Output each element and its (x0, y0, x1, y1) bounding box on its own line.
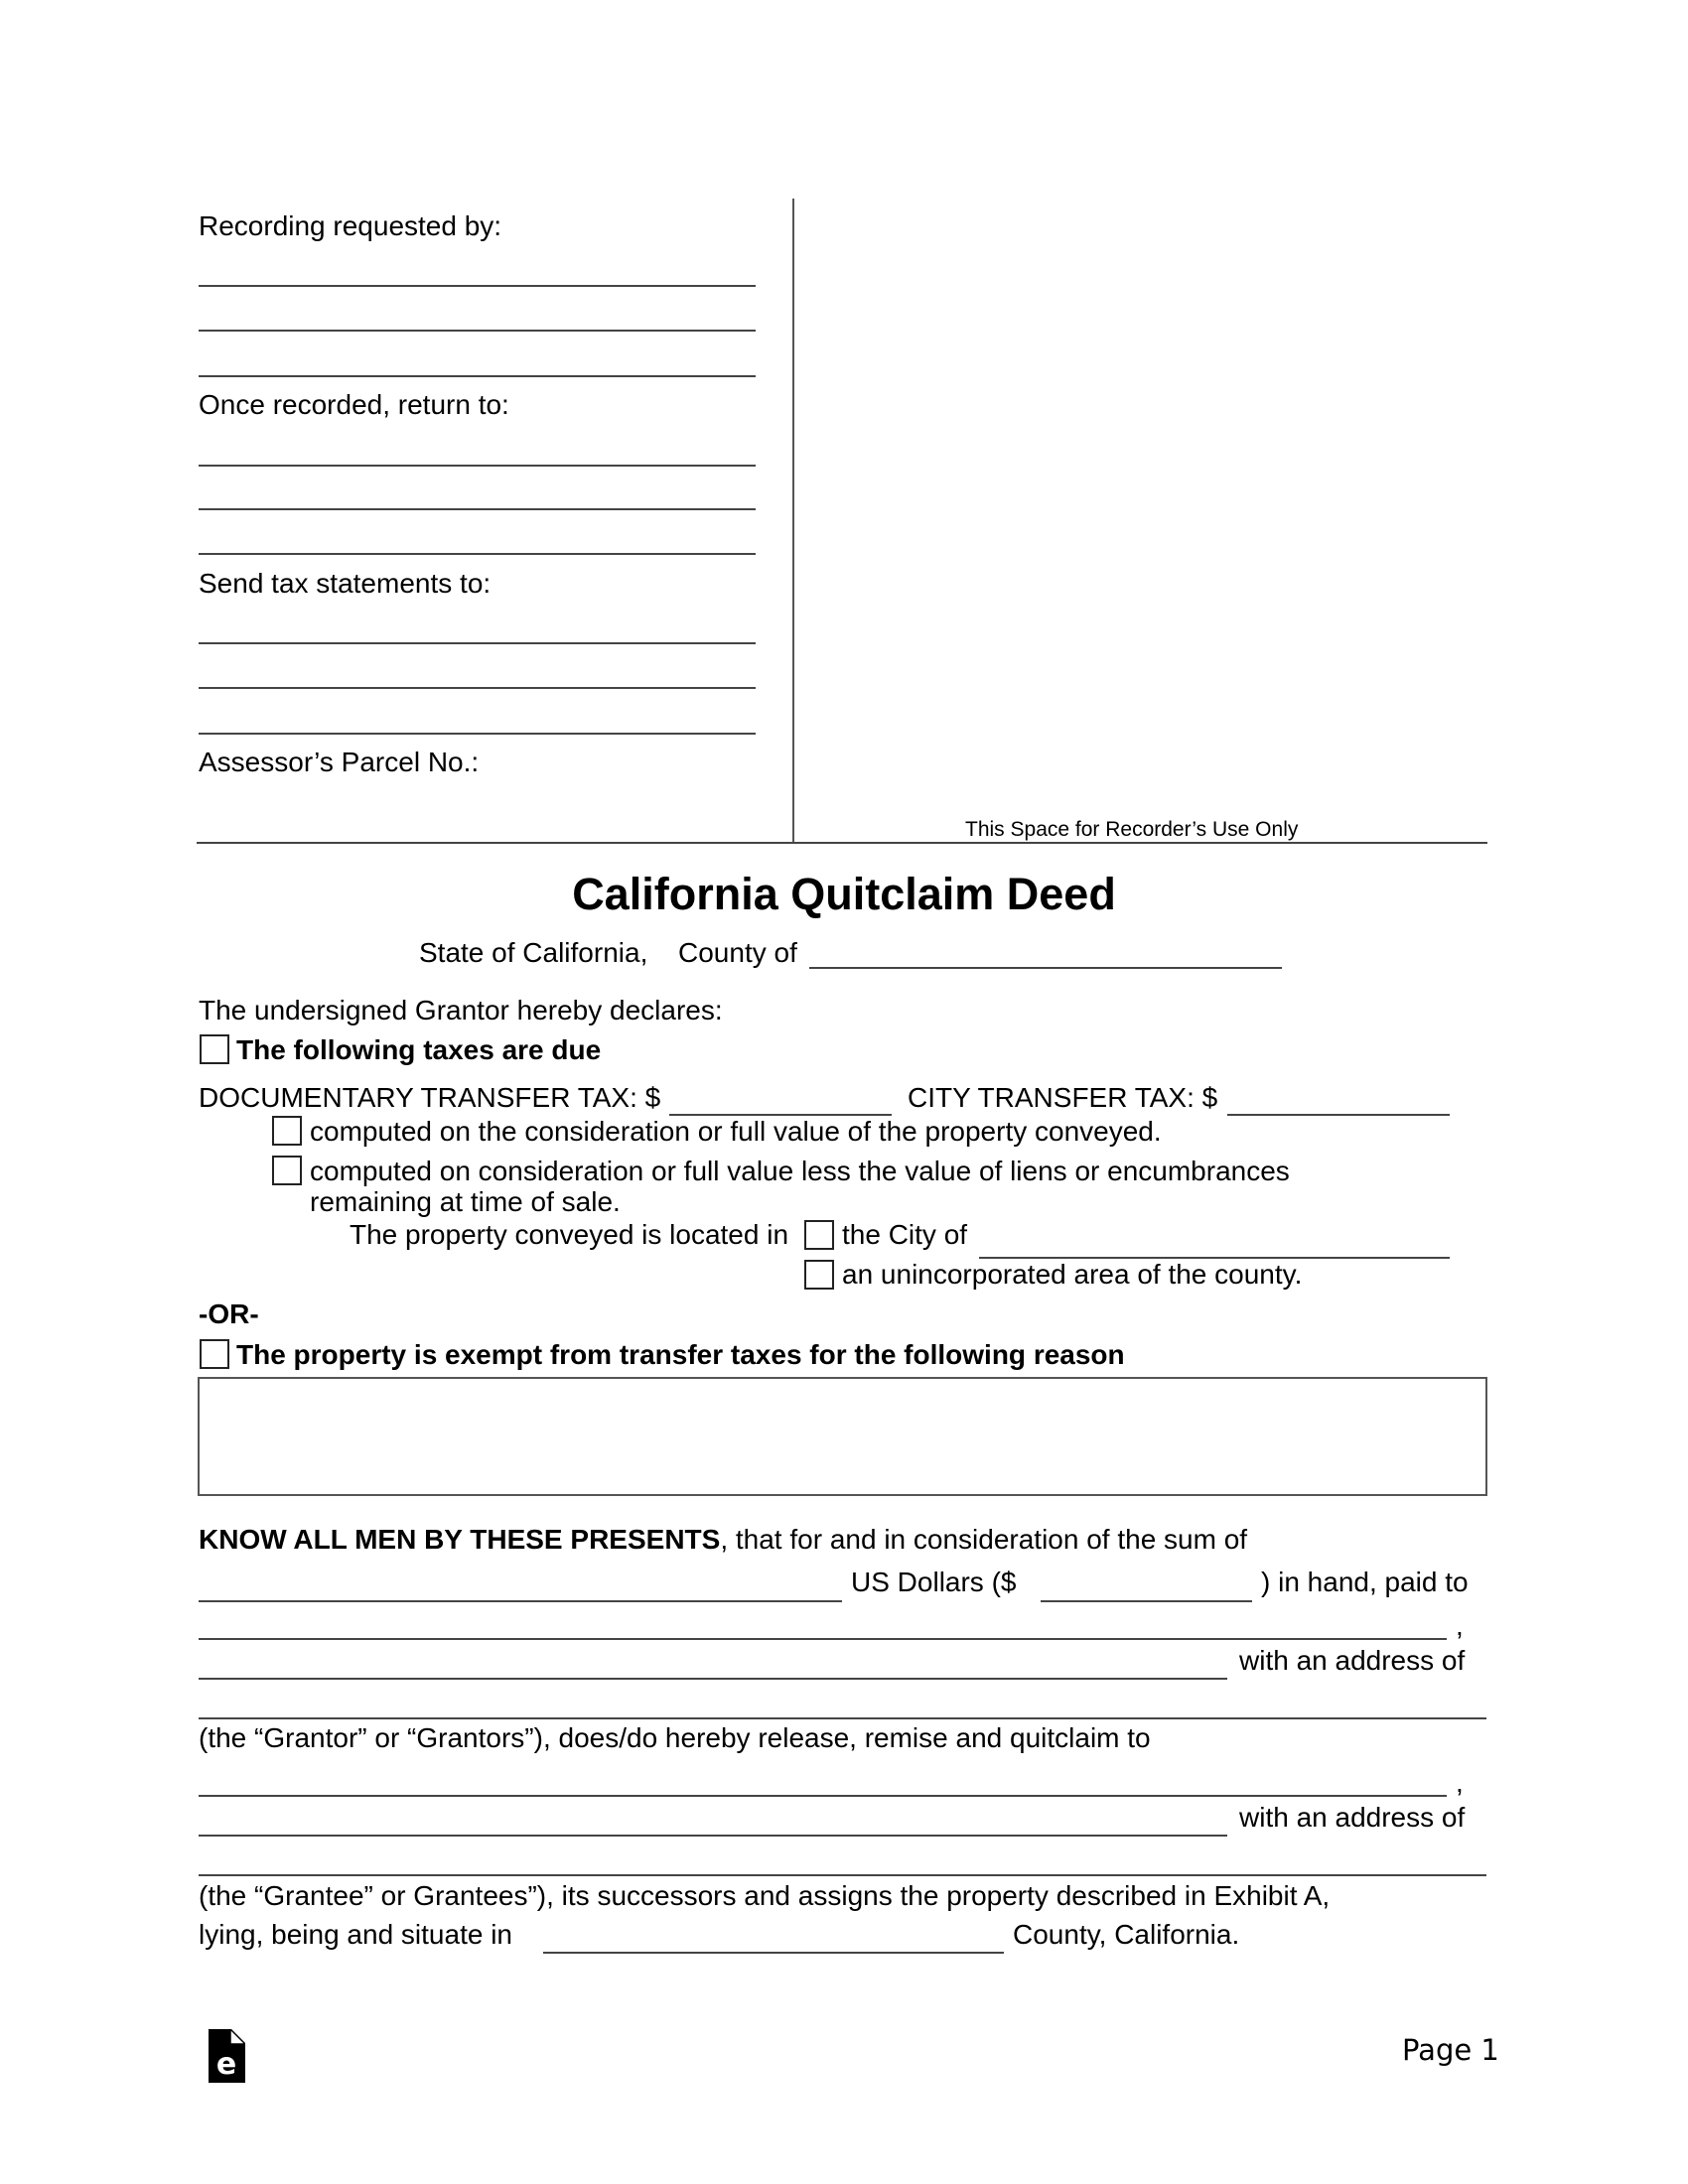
grantor-address-label: with an address of (1239, 1645, 1466, 1676)
page-title: California Quitclaim Deed (572, 869, 1116, 919)
consideration-words-field[interactable] (199, 1600, 842, 1602)
know-all-men-rest: , that for and in consideration of the sum of (720, 1524, 1248, 1555)
grantor-address-field[interactable] (199, 1717, 1486, 1719)
grantee-name-field-2[interactable] (199, 1835, 1227, 1837)
recording-requested-line-3[interactable] (199, 375, 756, 377)
taxes-due-checkbox[interactable] (200, 1034, 229, 1064)
grantee-address-field[interactable] (199, 1874, 1486, 1876)
tax-statements-line-3[interactable] (199, 733, 756, 735)
computed-full-value-checkbox[interactable] (272, 1116, 302, 1146)
city-tax-field[interactable] (1227, 1114, 1450, 1116)
county-label: County of (678, 937, 797, 968)
in-hand-label: ) in hand, paid to (1261, 1567, 1469, 1597)
consideration-amount-field[interactable] (1041, 1600, 1252, 1602)
exempt-label: The property is exempt from transfer taxes for the following reason (236, 1339, 1125, 1370)
taxes-due-label: The following taxes are due (236, 1034, 602, 1065)
know-all-men-bold: KNOW ALL MEN BY THESE PRESENTS (199, 1524, 721, 1555)
tax-statements-line-1[interactable] (199, 642, 756, 644)
county-california-label: County, California. (1013, 1919, 1240, 1950)
unincorporated-area-checkbox[interactable] (804, 1260, 834, 1290)
return-to-line-3[interactable] (199, 553, 756, 555)
recording-requested-line-2[interactable] (199, 330, 756, 332)
grantee-clause: (the “Grantee” or Grantees”), its successors and assigns the property described in Exhibit A, (199, 1880, 1331, 1911)
tax-statements-label: Send tax statements to: (199, 568, 492, 599)
return-to-line-1[interactable] (199, 465, 756, 467)
grantor-name-field[interactable] (199, 1638, 1447, 1640)
situate-county-field[interactable] (543, 1952, 1004, 1954)
recording-requested-label: Recording requested by: (199, 210, 502, 241)
city-of-checkbox[interactable] (804, 1220, 834, 1250)
grantee-name-field[interactable] (199, 1795, 1447, 1797)
return-to-label: Once recorded, return to: (199, 389, 509, 420)
page-number: Page 1 (1402, 2033, 1499, 2067)
grantor-name-comma: , (1456, 1610, 1464, 1641)
recorder-space-divider (792, 199, 794, 843)
tax-statements-line-2[interactable] (199, 687, 756, 689)
recording-requested-line-1[interactable] (199, 285, 756, 287)
logo-letter: e (215, 2047, 237, 2082)
computed-less-liens-checkbox[interactable] (272, 1156, 302, 1185)
county-field[interactable] (809, 967, 1282, 969)
documentary-tax-label: DOCUMENTARY TRANSFER TAX: $ (199, 1082, 661, 1113)
grantee-name-comma: , (1456, 1767, 1464, 1798)
or-separator: -OR- (199, 1298, 259, 1329)
return-to-line-2[interactable] (199, 508, 756, 510)
exempt-reason-field[interactable] (198, 1377, 1487, 1496)
computed-less-liens-label-cont: remaining at time of sale. (310, 1186, 621, 1217)
document-logo-icon (209, 2029, 245, 2083)
header-bottom-rule (197, 842, 1487, 844)
lying-in-label: lying, being and situate in (199, 1919, 512, 1950)
grantor-declares-text: The undersigned Grantor hereby declares: (199, 995, 723, 1025)
grantor-clause: (the “Grantor” or “Grantors”), does/do hereby release, remise and quitclaim to (199, 1722, 1151, 1753)
parcel-no-label: Assessor’s Parcel No.: (199, 747, 480, 777)
located-in-label: The property conveyed is located in (350, 1219, 789, 1250)
grantee-address-label: with an address of (1239, 1802, 1466, 1833)
us-dollars-label: US Dollars ($ (851, 1567, 1017, 1597)
city-tax-label: CITY TRANSFER TAX: $ (908, 1082, 1218, 1113)
know-all-men-line (199, 1524, 1247, 1556)
state-label: State of California, (419, 937, 648, 968)
recorder-use-only-label: This Space for Recorder’s Use Only (965, 818, 1299, 841)
grantor-name-field-2[interactable] (199, 1678, 1227, 1680)
city-of-label: the City of (842, 1219, 968, 1250)
unincorporated-area-label: an unincorporated area of the county. (842, 1259, 1303, 1290)
exempt-checkbox[interactable] (200, 1339, 229, 1369)
computed-full-value-label: computed on the consideration or full value of the property conveyed. (310, 1116, 1162, 1147)
computed-less-liens-label: computed on consideration or full value less the value of liens or encumbrances (310, 1156, 1290, 1186)
